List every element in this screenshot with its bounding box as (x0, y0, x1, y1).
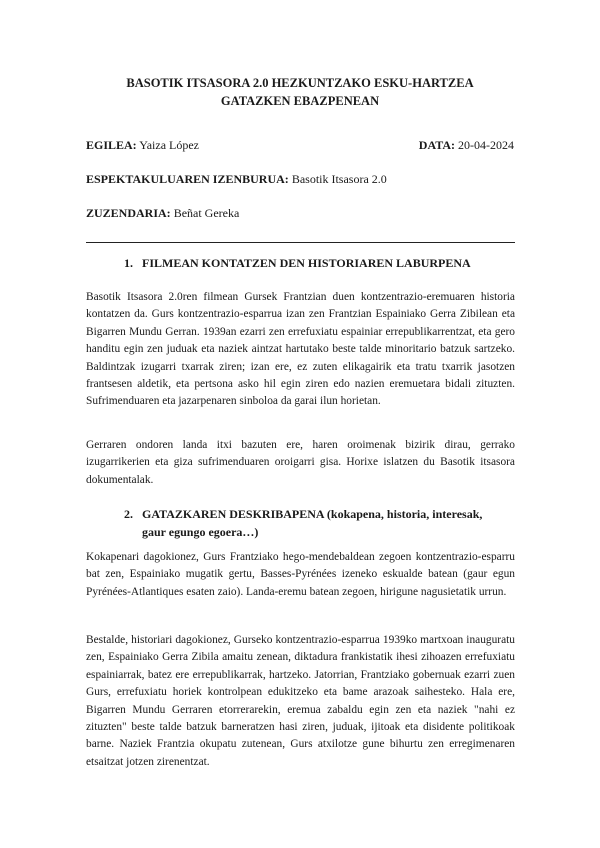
section-1-title: FILMEAN KONTATZEN DEN HISTORIAREN LABURPENA (142, 256, 471, 270)
section-1-heading (124, 254, 524, 272)
section-2-title (124, 505, 524, 541)
show-title-line (86, 171, 387, 187)
document-title (60, 74, 540, 110)
section-2-paragraph-1: Kokapenari dagokionez, Gurs Frantziako hego-mendebaldean zegoen kontzentrazio-esparru bat zen, Espainiako mugatik gertu, Basses-Pyrénées izeneko eskualde batean (gaur egun Pyrénées-Atlantiques esaten zaio). Landa-eremu batean zegoen, hirigune nagusietatik urrun. (86, 551, 515, 598)
date-label: DATA: (418, 138, 455, 152)
section-1-paragraph-1: Basotik Itsasora 2.0ren filmean Gursek Frantzian duen kontzentrazio-eremuaren historia kontatzen da. Gurs kontzentrazio-esparrua izan zen Frantzian Espainiako Gerra Zibilean eta Bigarren Mundu Gerran. 1939an ezarri zen errefuxiatu espainiar errepublikarrentzat, eta gero handitu egin zen juduak eta naziek aintzat hartutako beste talde minoritario batzuk sartzeko. Baldintzak izugarri txarrak ziren; izan ere, ez zuten elikagairik eta tratu txarrik jasotzen frantsesen aldetik, eta pertsona asko hil egin ziren edo nazien eremuetara bidali zituzten. Sufrimenduaren eta jazarpenaren sinboloa da garai ilun horietan. (86, 291, 515, 408)
section-2-paragraph-2: Bestalde, historiari dagokionez, Gurseko kontzentrazio-esparrua 1939ko martxoan inauguratu zen, Espainiako Gerra Zibila amaitu zenean, diktadura frankistatik ihesi zihoazen errefuxiatu espainiarrak, batez ere errepublikarrak, hartzeko. Jatorrian, Frantziako gobernuak ezarri zuen Gurs, errefuxiatu horiek kontrolpean edukitzeko eta bame arazoak saihesteko. Hala ere, Bigarren Mundu Gerraren etorrerarekin, eremua zabaldu egin zen eta naziek "nahi ez zituzten" beste talde batzuk barneratzen hasi ziren, juduak, ijitoak eta disidente politikoak barne. Naziek Frantzia okupatu zutenean, Gurs atxilotze gune bihurtu zen erregimenaren etsaitzat jotzen zirenentzat. (86, 634, 515, 768)
author-label: EGILEA: (86, 138, 137, 152)
section-2-title-line-1: GATAZKAREN DESKRIBAPENA (kokapena, historia, interesak, (142, 507, 483, 521)
title-line-2: GATAZKEN EBAZPENEAN (220, 94, 380, 108)
show-title-value: Basotik Itsasora 2.0 (291, 172, 387, 186)
director-label: ZUZENDARIA: (86, 206, 171, 220)
title-line-1: BASOTIK ITSASORA 2.0 HEZKUNTZAKO ESKU-HARTZEA (126, 76, 474, 90)
director-line (86, 205, 239, 221)
section-1-paragraph-2: Gerraren ondoren landa itxi bazuten ere, haren oroimenak bizirik dirau, gerrako izugarrikerien eta giza sufrimenduaren oroigarri gisa. Horixe islatzen du Basotik itsasora dokumentalak. (86, 439, 515, 486)
author-value: Yaiza López (139, 138, 200, 152)
section-2-number: 2. (124, 507, 133, 521)
date-line (419, 137, 514, 153)
section-2-heading (124, 505, 524, 541)
section-2-title-line-2: gaur egungo egoera…) (142, 525, 259, 539)
date-value: 20-04-2024 (458, 138, 514, 152)
horizontal-divider (86, 242, 515, 243)
author-line (86, 137, 199, 153)
show-title-label: ESPEKTAKULUAREN IZENBURUA: (86, 172, 289, 186)
director-value: Beñat Gereka (173, 206, 240, 220)
section-1-number: 1. (124, 256, 133, 270)
